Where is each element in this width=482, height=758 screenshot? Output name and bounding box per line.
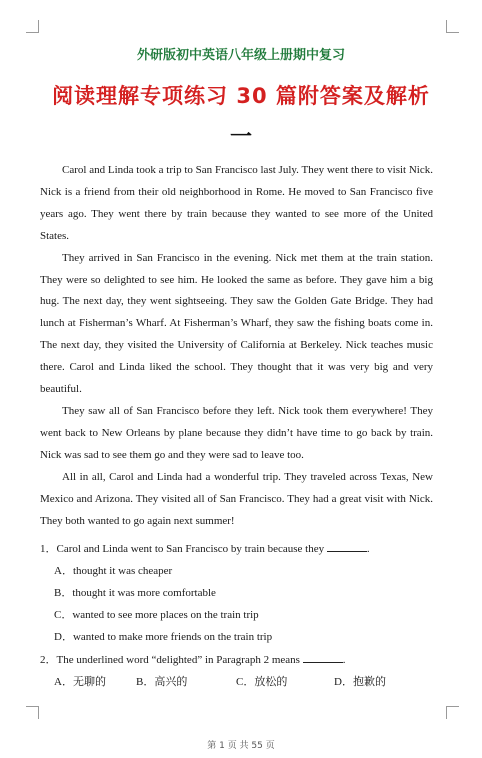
question-1-option-b: B．thought it was more comfortable bbox=[54, 587, 216, 599]
question-1 bbox=[40, 541, 440, 557]
reading-passage bbox=[40, 160, 433, 532]
paragraph-4: All in all, Carol and Linda had a wonderful trip. They traveled across Texas, New Mexico and Arizona. They visited all of San Francisco. They had a great visit with Nick. They both wanted to go again next summer! bbox=[40, 470, 433, 527]
paragraph-3: They saw all of San Francisco before they left. Nick took them everywhere! They went back to New Orleans by plane because they didn’t have time to go back by train. Nick was sad to see them go and they were sad to leave too. bbox=[40, 404, 433, 461]
question-2-options bbox=[54, 674, 434, 690]
question-2-stem: The underlined word “delighted” in Paragraph 2 means bbox=[56, 654, 300, 666]
crop-mark-top-right bbox=[446, 20, 459, 33]
question-2-number: 2． bbox=[40, 654, 57, 666]
answer-blank bbox=[327, 541, 367, 552]
question-1-stem: Carol and Linda went to San Francisco by train because they bbox=[56, 543, 325, 555]
question-1-number: 1． bbox=[40, 543, 57, 555]
section-number: 一 bbox=[229, 125, 252, 150]
question-2-option-d: D．抱歉的 bbox=[334, 676, 386, 688]
crop-mark-bottom-right bbox=[446, 706, 459, 719]
document-subtitle: 外研版初中英语八年级上册期中复习 bbox=[136, 48, 345, 63]
question-2-option-a: A．无聊的 bbox=[54, 676, 106, 688]
paragraph-2: They arrived in San Francisco in the evening. Nick met them at the train station. They were so delighted to see him. He looked the same as before. They gave him a big hug. The next day, they went sightseeing. They saw the Golden Gate Bridge. They had lunch at Fisherman’s Wharf. At Fisherman’s Wharf, they saw the fishing boats come in. The next day, they visited the University of California at Berkeley. Nick teaches music there. Carol and Linda liked the school. They thought that it was very big and very beautiful. bbox=[40, 251, 433, 396]
question-2-option-c: C．放松的 bbox=[236, 676, 288, 688]
question-2 bbox=[40, 652, 440, 668]
answer-blank bbox=[303, 652, 343, 663]
question-2-option-b: B．高兴的 bbox=[136, 676, 188, 688]
question-1-end: . bbox=[366, 543, 370, 555]
question-2-end: . bbox=[342, 654, 346, 666]
crop-mark-top-left bbox=[26, 20, 39, 33]
page-number: 第 1 页 共 55 页 bbox=[207, 741, 275, 751]
document-title: 阅读理解专项练习 30 篇附答案及解析 bbox=[52, 84, 430, 108]
paragraph-1: Carol and Linda took a trip to San Francisco last July. They went there to visit Nick. Nick is a friend from their old neighborhood in Rome. He moved to San Francisco five years ago. They went there by train because they wanted to see more of the United States. bbox=[40, 164, 433, 242]
question-1-option-d: D．wanted to make more friends on the train trip bbox=[54, 631, 273, 643]
question-1-option-a: A．thought it was cheaper bbox=[54, 565, 173, 577]
crop-mark-bottom-left bbox=[26, 706, 39, 719]
question-1-option-c: C．wanted to see more places on the train trip bbox=[54, 609, 259, 621]
